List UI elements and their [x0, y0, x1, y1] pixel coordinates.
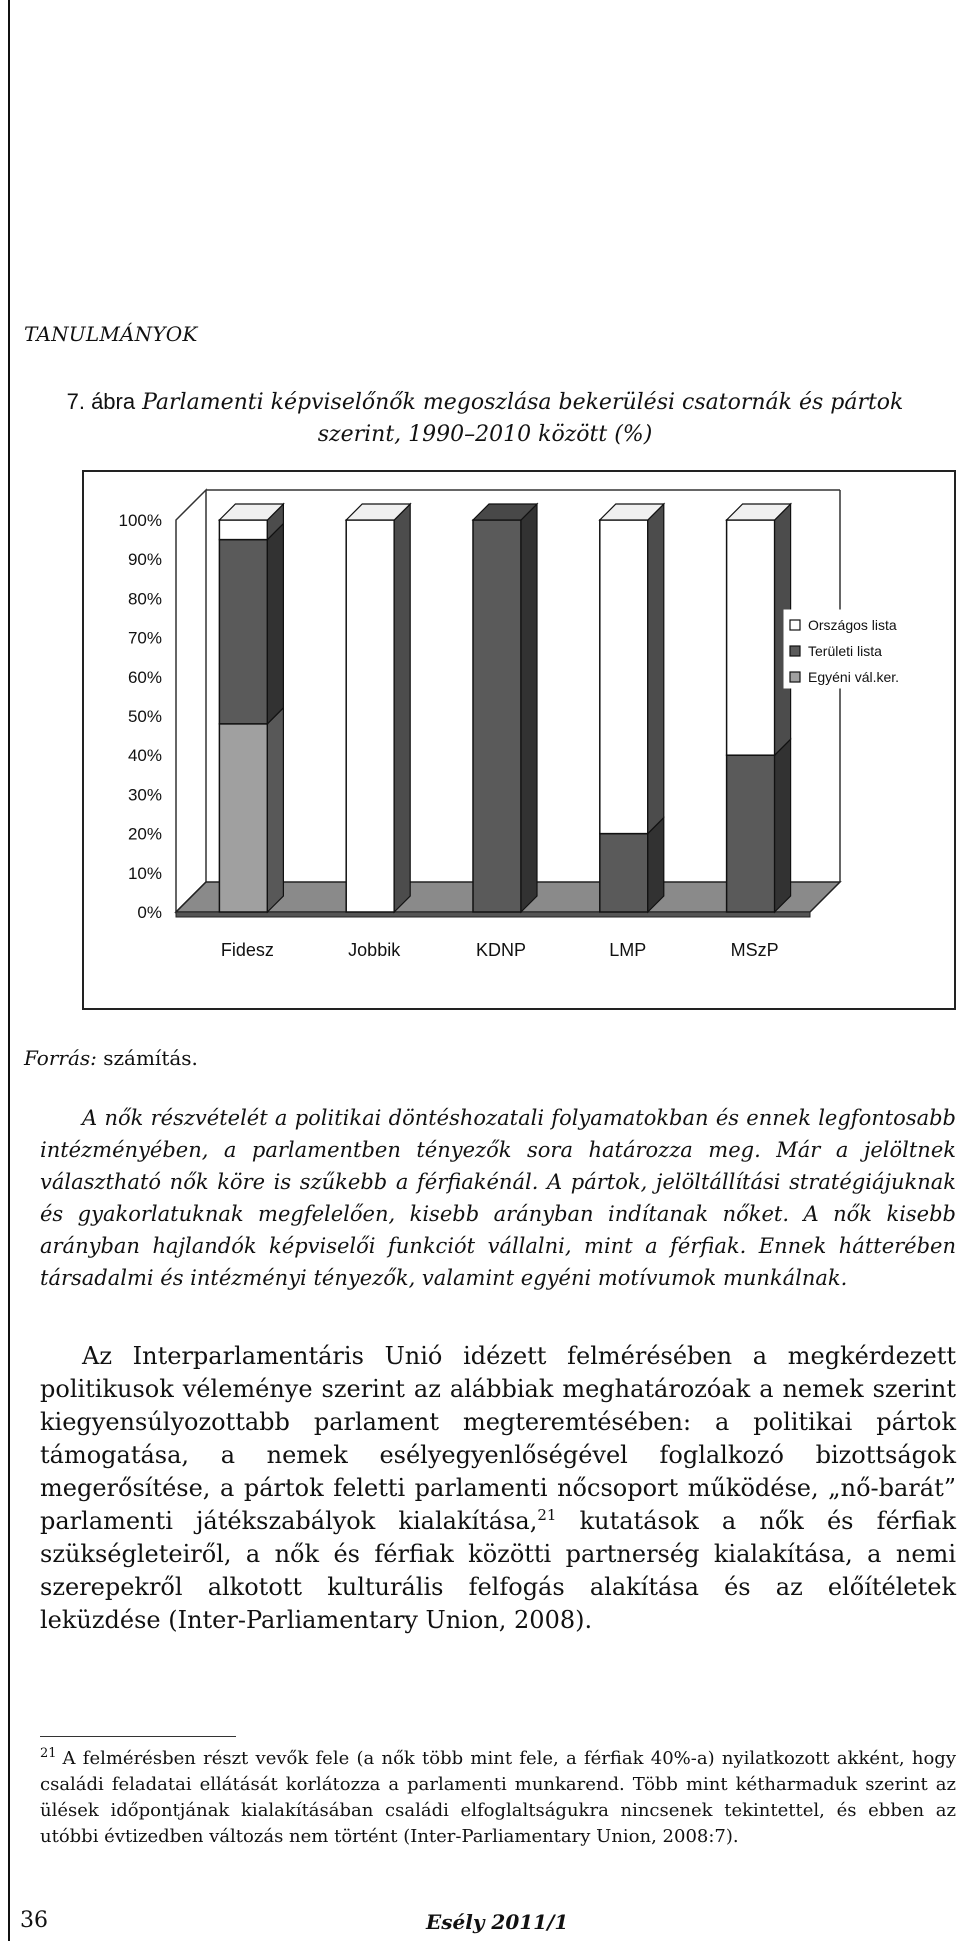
- x-category-label: Jobbik: [348, 940, 401, 960]
- legend-swatch: [790, 620, 800, 630]
- page-number: 36: [20, 1908, 48, 1933]
- source-note: [24, 1046, 198, 1070]
- source-text: számítás.: [103, 1046, 198, 1070]
- paragraph-body-before: Az Interparlamentáris Unió idézett felmérésében a megkérdezett politikusok véleménye szerint az alábbiak meghatározóak a nemek szerint kiegyensúlyozottabb parlament megteremtésében: a politikai pártok támogatása, a nemek esélyegyenlőségével foglalkozó bizottságok megerősítése, a pártok feletti parlamenti nőcsoport működése, „nő-barát” parlamenti játékszabályok kialakítása,: [40, 1342, 956, 1535]
- y-tick-label: 80%: [127, 589, 162, 609]
- bar-segment-side: [394, 504, 410, 912]
- y-tick-label: 30%: [127, 785, 162, 805]
- bar-segment-side: [267, 708, 283, 912]
- footnote-divider: [40, 1736, 236, 1737]
- bar-segment: [346, 520, 394, 912]
- footnote-ref[interactable]: 21: [537, 1506, 557, 1524]
- x-category-label: Fidesz: [220, 940, 274, 960]
- y-tick-label: 90%: [127, 550, 162, 570]
- footnote-number: 21: [40, 1746, 57, 1761]
- paragraph-body-after: kutatások a nők és férfiak szükségleteiről, a nők és férfiak közötti partnerség kialakítása, a nemi szerepekről alkotott kulturális felfogás alakítása és az előítéletek leküzdése (Inter-Parliamentary Union, 2008).: [40, 1507, 957, 1634]
- y-tick-label: 50%: [127, 707, 162, 726]
- y-tick-label: 20%: [127, 824, 162, 844]
- paragraph-body: [40, 1340, 956, 1637]
- y-tick-label: 60%: [127, 667, 162, 687]
- bar-segment: [727, 520, 775, 755]
- y-tick-label: 70%: [127, 628, 162, 648]
- stacked-bar-chart: [84, 472, 954, 1008]
- footnote-text: A felmérésben részt vevők fele (a nők több mint fele, a férfiak 40%-a) nyilatkozott akként, hogy családi feladatai ellátását korlátozza a parlamenti munkarend. Több mint kétharmaduk szerint az ülések időpontjának kialakításában családi elfoglaltságukra nincsenek tekintettel, és ebben az utóbbi évtizedben változás nem történt (Inter-Parliamentary Union, 2008:7).: [40, 1748, 956, 1847]
- y-tick-label: 10%: [127, 863, 162, 883]
- bar-segment: [600, 520, 648, 834]
- y-tick-label: 40%: [127, 746, 162, 766]
- journal-name: Esély 2011/1: [426, 1910, 569, 1934]
- chart-frame: [82, 470, 956, 1010]
- bar-segment-side: [775, 739, 791, 912]
- page-margin-rule: [8, 0, 10, 1941]
- x-category-label: MSzP: [730, 940, 779, 960]
- paragraph-italic: A nők részvételét a politikai döntéshozatali folyamatokban és ennek legfontosabb intézményében, a parlamentben tényezők sora határozza meg. Már a jelöltnek választható nők köre is szűkebb a férfiakénál. A pártok, jelöltállítási stratégiájuknak és gyakorlatuknak megfelelően, kisebb arányban indítanak nőket. A nők kisebb arányban hajlandók képviselői funkciót vállalni, mint a férfiak. Ennek hátterében társadalmi és intézményi tényezők, valamint egyéni motívumok munkálnak.: [40, 1106, 956, 1290]
- x-category-label: LMP: [609, 940, 647, 960]
- source-label: Forrás:: [24, 1046, 97, 1070]
- bar-segment-side: [648, 504, 664, 834]
- bar-segment: [219, 540, 267, 724]
- section-label: TANULMÁNYOK: [24, 322, 198, 346]
- bar-segment: [600, 834, 648, 912]
- legend-swatch: [790, 646, 800, 656]
- bar-segment-side: [267, 524, 283, 724]
- figure-title: Parlamenti képviselőnők megoszlása bekerülési csatornák és pártok szerint, 1990–2010 között (%): [142, 390, 904, 447]
- legend-label: Területi lista: [808, 643, 882, 659]
- legend-label: Országos lista: [808, 617, 897, 633]
- y-tick-label: 0%: [137, 903, 162, 922]
- bar-segment: [473, 520, 521, 912]
- figure-caption: [40, 386, 930, 451]
- footnote: [40, 1746, 956, 1850]
- bar-segment: [727, 755, 775, 912]
- bar-segment: [219, 520, 267, 540]
- chart-side-wall: [176, 490, 206, 912]
- y-tick-label: 100%: [118, 511, 162, 530]
- figure-number: 7. ábra: [66, 389, 136, 414]
- bar-segment: [219, 724, 267, 912]
- legend-label: Egyéni vál.ker.: [808, 669, 900, 685]
- x-category-label: KDNP: [475, 940, 527, 960]
- bar-segment-side: [521, 504, 537, 912]
- legend-swatch: [790, 672, 800, 682]
